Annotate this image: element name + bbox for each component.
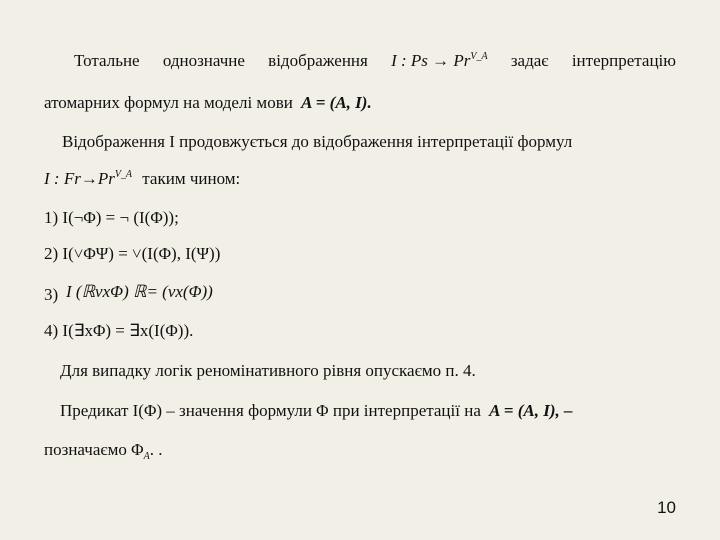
word: задає (510, 51, 549, 70)
subscript: A (143, 451, 150, 462)
word: однозначне (162, 51, 245, 70)
para4-line2 (44, 441, 162, 462)
mapping-formula: I : $Fr\to Pr^{V\_A}$ (44, 169, 133, 188)
para4-line1 (60, 402, 572, 419)
word: відображення (268, 51, 368, 70)
rule-4: 4) I(∃xΦ) = ∃x(I(Φ)). (44, 321, 194, 340)
para2-line1: Відображення I продовжується до відображення інтерпретації формул (62, 132, 573, 151)
model-formula: A = (A, I). (301, 93, 372, 112)
text: . . (149, 440, 163, 459)
rule-1: 1) I(¬Φ) = ¬ (I(Φ)); (44, 208, 179, 227)
text: позначаємо Φ (44, 440, 144, 459)
rule-2: 2) I(˅ΦΨ) = ˅(I(Φ), I(Ψ)) (44, 244, 221, 263)
text: атомарних формул на моделі мови (44, 93, 293, 112)
page-number: 10 (657, 498, 676, 517)
text: Предикат I(Φ) – значення формули Φ при інтерпретації на (60, 401, 481, 420)
para1-line2 (44, 94, 372, 111)
rule-3-label: 3) (44, 285, 59, 304)
model-formula: A = (A, I), – (489, 401, 573, 420)
word: інтерпретацію (571, 51, 676, 70)
text: таким чином: (142, 169, 241, 188)
para1-line1 (44, 52, 676, 69)
rule-3-formula: I (ℝvxΦ) ℝ= (vx(Φ)) (66, 282, 213, 301)
para3: Для випадку логік реномінативного рівня опускаємо п. 4. (60, 361, 476, 380)
word: Тотальне (74, 51, 140, 70)
mapping-formula: I : $Ps \to Pr^{V\_A}$ (391, 51, 488, 70)
para2-line2 (44, 170, 240, 187)
